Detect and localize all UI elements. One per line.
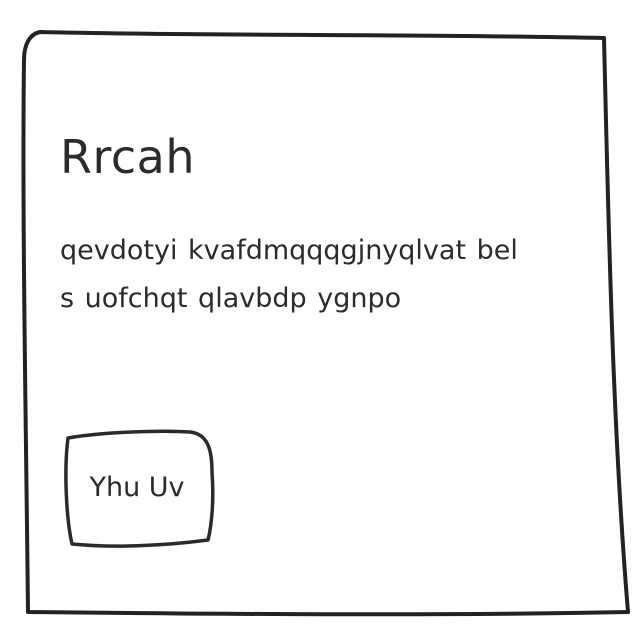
- card-title: Rrcah: [60, 130, 195, 184]
- card-content: [60, 130, 580, 323]
- card-body-text: qevdotyi kvafdmqqqgjnyqlvat bel s uofchqt qlavbdp ygnpo: [60, 235, 518, 315]
- action-button-container: [62, 428, 218, 552]
- action-button[interactable]: Yhu Uv: [62, 428, 212, 546]
